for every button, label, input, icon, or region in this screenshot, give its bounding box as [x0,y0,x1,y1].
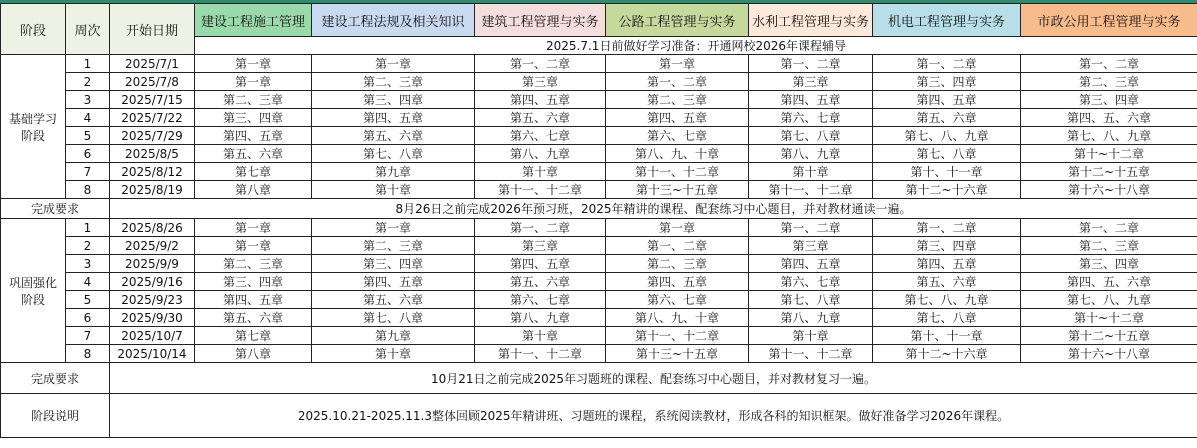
chapter-cell: 第七、八章 [749,291,873,309]
table-row [1,145,1197,163]
table-row [1,327,1197,345]
chapter-cell: 第二、三章 [606,255,749,273]
chapter-cell: 第五、六章 [475,273,606,291]
chapter-cell: 第十~十二章 [1021,145,1197,163]
chapter-cell: 第三、四章 [873,73,1021,91]
chapter-cell: 第三、四章 [1021,255,1197,273]
stage-description-label: 阶段说明 [1,394,110,438]
chapter-cell: 第七、八章 [312,145,475,163]
chapter-cell: 第十章 [749,163,873,181]
table-row [1,219,1197,237]
chapter-cell: 第六、七章 [749,109,873,127]
chapter-cell: 第一章 [195,219,312,237]
chapter-cell: 第十一、十二章 [475,181,606,199]
chapter-cell: 第四、五、六章 [1021,273,1197,291]
chapter-cell: 第八、九章 [475,145,606,163]
week-cell: 8 [66,181,110,199]
week-cell: 6 [66,309,110,327]
week-cell: 6 [66,145,110,163]
chapter-cell: 第四、五章 [606,273,749,291]
chapter-cell: 第七、八、九章 [873,291,1021,309]
stage-description-row [1,394,1197,438]
chapter-cell: 第七、八章 [749,127,873,145]
week-cell: 4 [66,109,110,127]
chapter-cell: 第一章 [312,219,475,237]
stage-name: 基础学习阶段 [1,55,66,199]
requirement-row [1,363,1197,394]
chapter-cell: 第一、二章 [873,55,1021,73]
date-cell: 2025/9/2 [110,237,195,255]
chapter-cell: 第二、三章 [312,237,475,255]
chapter-cell: 第十章 [475,163,606,181]
table-row [1,91,1197,109]
table-row [1,163,1197,181]
chapter-cell: 第一章 [195,237,312,255]
chapter-cell: 第一章 [312,55,475,73]
table-row [1,345,1197,363]
chapter-cell: 第五、六章 [312,291,475,309]
chapter-cell: 第五、六章 [312,127,475,145]
chapter-cell: 第四、五章 [606,109,749,127]
chapter-cell: 第三章 [475,73,606,91]
table-row [1,109,1197,127]
chapter-cell: 第七章 [195,327,312,345]
week-cell: 2 [66,237,110,255]
chapter-cell: 第四、五章 [873,91,1021,109]
chapter-cell: 第八、九章 [475,309,606,327]
table-row [1,55,1197,73]
chapter-cell: 第四、五章 [749,91,873,109]
chapter-cell: 第八、九、十章 [606,309,749,327]
table-row [1,127,1197,145]
chapter-cell: 第十一、十二章 [749,345,873,363]
chapter-cell: 第七、八章 [873,309,1021,327]
header-subject: 公路工程管理与实务 [606,4,749,37]
date-cell: 2025/10/7 [110,327,195,345]
chapter-cell: 第十章 [312,181,475,199]
chapter-cell: 第十二~十六章 [873,181,1021,199]
chapter-cell: 第十、十一章 [873,327,1021,345]
date-cell: 2025/8/26 [110,219,195,237]
requirement-text: 8月26日之前完成2026年预习班，2025年精讲的课程、配套练习中心题目，并对教材通读一遍。 [110,199,1197,219]
header-date: 开始日期 [110,4,195,55]
date-cell: 2025/8/12 [110,163,195,181]
chapter-cell: 第四、五章 [312,109,475,127]
schedule-table [0,3,1197,438]
chapter-cell: 第九章 [312,327,475,345]
date-cell: 2025/7/8 [110,73,195,91]
requirement-label: 完成要求 [1,199,110,219]
table-row [1,181,1197,199]
chapter-cell: 第七、八、九章 [1021,291,1197,309]
chapter-cell: 第六、七章 [475,127,606,145]
chapter-cell: 第三、四章 [312,255,475,273]
table-row [1,73,1197,91]
chapter-cell: 第七章 [195,163,312,181]
header-subject: 建设工程法规及相关知识 [312,4,475,37]
date-cell: 2025/8/19 [110,181,195,199]
week-cell: 7 [66,163,110,181]
chapter-cell: 第二、三章 [606,91,749,109]
chapter-cell: 第一、二章 [1021,55,1197,73]
chapter-cell: 第十六~十八章 [1021,345,1197,363]
chapter-cell: 第二、三章 [312,73,475,91]
requirement-row [1,199,1197,219]
table-row [1,309,1197,327]
chapter-cell: 第八、九章 [749,145,873,163]
chapter-cell: 第二、三章 [1021,73,1197,91]
stage-name: 巩固强化阶段 [1,219,66,363]
chapter-cell: 第二、三章 [195,255,312,273]
week-cell: 3 [66,91,110,109]
chapter-cell: 第九章 [312,163,475,181]
chapter-cell: 第一章 [606,55,749,73]
chapter-cell: 第四、五章 [749,255,873,273]
table-row [1,273,1197,291]
week-cell: 8 [66,345,110,363]
chapter-cell: 第三章 [475,237,606,255]
chapter-cell: 第三、四章 [195,273,312,291]
header-subject: 市政公用工程管理与实务 [1021,4,1197,37]
chapter-cell: 第一章 [606,219,749,237]
chapter-cell: 第十章 [475,327,606,345]
chapter-cell: 第八章 [195,181,312,199]
date-cell: 2025/9/23 [110,291,195,309]
chapter-cell: 第一、二章 [873,219,1021,237]
header-subject: 机电工程管理与实务 [873,4,1021,37]
table-row [1,237,1197,255]
chapter-cell: 第五、六章 [195,309,312,327]
chapter-cell: 第十二~十五章 [1021,163,1197,181]
header-subject: 建设工程施工管理 [195,4,312,37]
chapter-cell: 第一、二章 [475,219,606,237]
chapter-cell: 第四、五章 [475,91,606,109]
chapter-cell: 第三、四章 [873,237,1021,255]
chapter-cell: 第四、五章 [195,291,312,309]
chapter-cell: 第十六~十八章 [1021,181,1197,199]
chapter-cell: 第一、二章 [606,237,749,255]
chapter-cell: 第八章 [195,345,312,363]
chapter-cell: 第十一、十二章 [606,327,749,345]
header-subject: 建筑工程管理与实务 [475,4,606,37]
chapter-cell: 第十章 [312,345,475,363]
chapter-cell: 第七、八章 [312,309,475,327]
week-cell: 4 [66,273,110,291]
chapter-cell: 第五、六章 [873,273,1021,291]
chapter-cell: 第一、二章 [1021,219,1197,237]
chapter-cell: 第十一、十二章 [749,181,873,199]
chapter-cell: 第七、八、九章 [873,127,1021,145]
chapter-cell: 第三、四章 [1021,91,1197,109]
chapter-cell: 第十、十一章 [873,163,1021,181]
date-cell: 2025/9/16 [110,273,195,291]
chapter-cell: 第四、五章 [195,127,312,145]
week-cell: 5 [66,127,110,145]
prep-note: 2025.7.1日前做好学习准备：开通网校2026年课程辅导 [195,37,1197,55]
chapter-cell: 第一、二章 [606,73,749,91]
date-cell: 2025/9/9 [110,255,195,273]
date-cell: 2025/7/22 [110,109,195,127]
week-cell: 7 [66,327,110,345]
chapter-cell: 第三、四章 [312,91,475,109]
date-cell: 2025/9/30 [110,309,195,327]
chapter-cell: 第八、九、十章 [606,145,749,163]
header-subject: 水利工程管理与实务 [749,4,873,37]
chapter-cell: 第二、三章 [1021,237,1197,255]
date-cell: 2025/7/29 [110,127,195,145]
chapter-cell: 第七、八、九章 [1021,127,1197,145]
table-row [1,255,1197,273]
chapter-cell: 第五、六章 [475,109,606,127]
date-cell: 2025/7/15 [110,91,195,109]
week-cell: 2 [66,73,110,91]
chapter-cell: 第一、二章 [749,219,873,237]
week-cell: 3 [66,255,110,273]
chapter-cell: 第七、八章 [873,145,1021,163]
chapter-cell: 第六、七章 [606,127,749,145]
table-row [1,291,1197,309]
chapter-cell: 第十一、十二章 [606,163,749,181]
chapter-cell: 第三章 [749,73,873,91]
chapter-cell: 第十三~十五章 [606,181,749,199]
chapter-cell: 第六、七章 [475,291,606,309]
chapter-cell: 第四、五、六章 [1021,109,1197,127]
stage-description-text: 2025.10.21-2025.11.3整体回顾2025年精讲班、习题班的课程，系统阅读教材，形成各科的知识框架。做好准备学习2026年课程。 [110,394,1197,438]
date-cell: 2025/7/1 [110,55,195,73]
chapter-cell: 第十章 [749,327,873,345]
chapter-cell: 第一章 [195,55,312,73]
chapter-cell: 第一、二章 [749,55,873,73]
chapter-cell: 第十一、十二章 [475,345,606,363]
chapter-cell: 第一、二章 [475,55,606,73]
chapter-cell: 第一章 [195,73,312,91]
chapter-cell: 第三、四章 [195,109,312,127]
chapter-cell: 第十~十二章 [1021,309,1197,327]
chapter-cell: 第二、三章 [195,91,312,109]
week-cell: 1 [66,55,110,73]
chapter-cell: 第六、七章 [749,273,873,291]
requirement-text: 10月21日之前完成2025年习题班的课程、配套练习中心题目，并对教材复习一遍。 [110,363,1197,394]
date-cell: 2025/10/14 [110,345,195,363]
chapter-cell: 第四、五章 [873,255,1021,273]
chapter-cell: 第十二~十六章 [873,345,1021,363]
chapter-cell: 第五、六章 [195,145,312,163]
header-week: 周次 [66,4,110,55]
chapter-cell: 第四、五章 [312,273,475,291]
chapter-cell: 第十二~十五章 [1021,327,1197,345]
week-cell: 5 [66,291,110,309]
header-stage: 阶段 [1,4,66,55]
chapter-cell: 第十三~十五章 [606,345,749,363]
chapter-cell: 第五、六章 [873,109,1021,127]
chapter-cell: 第四、五章 [475,255,606,273]
chapter-cell: 第八、九章 [749,309,873,327]
chapter-cell: 第六、七章 [606,291,749,309]
requirement-label: 完成要求 [1,363,110,394]
week-cell: 1 [66,219,110,237]
date-cell: 2025/8/5 [110,145,195,163]
chapter-cell: 第三章 [749,237,873,255]
